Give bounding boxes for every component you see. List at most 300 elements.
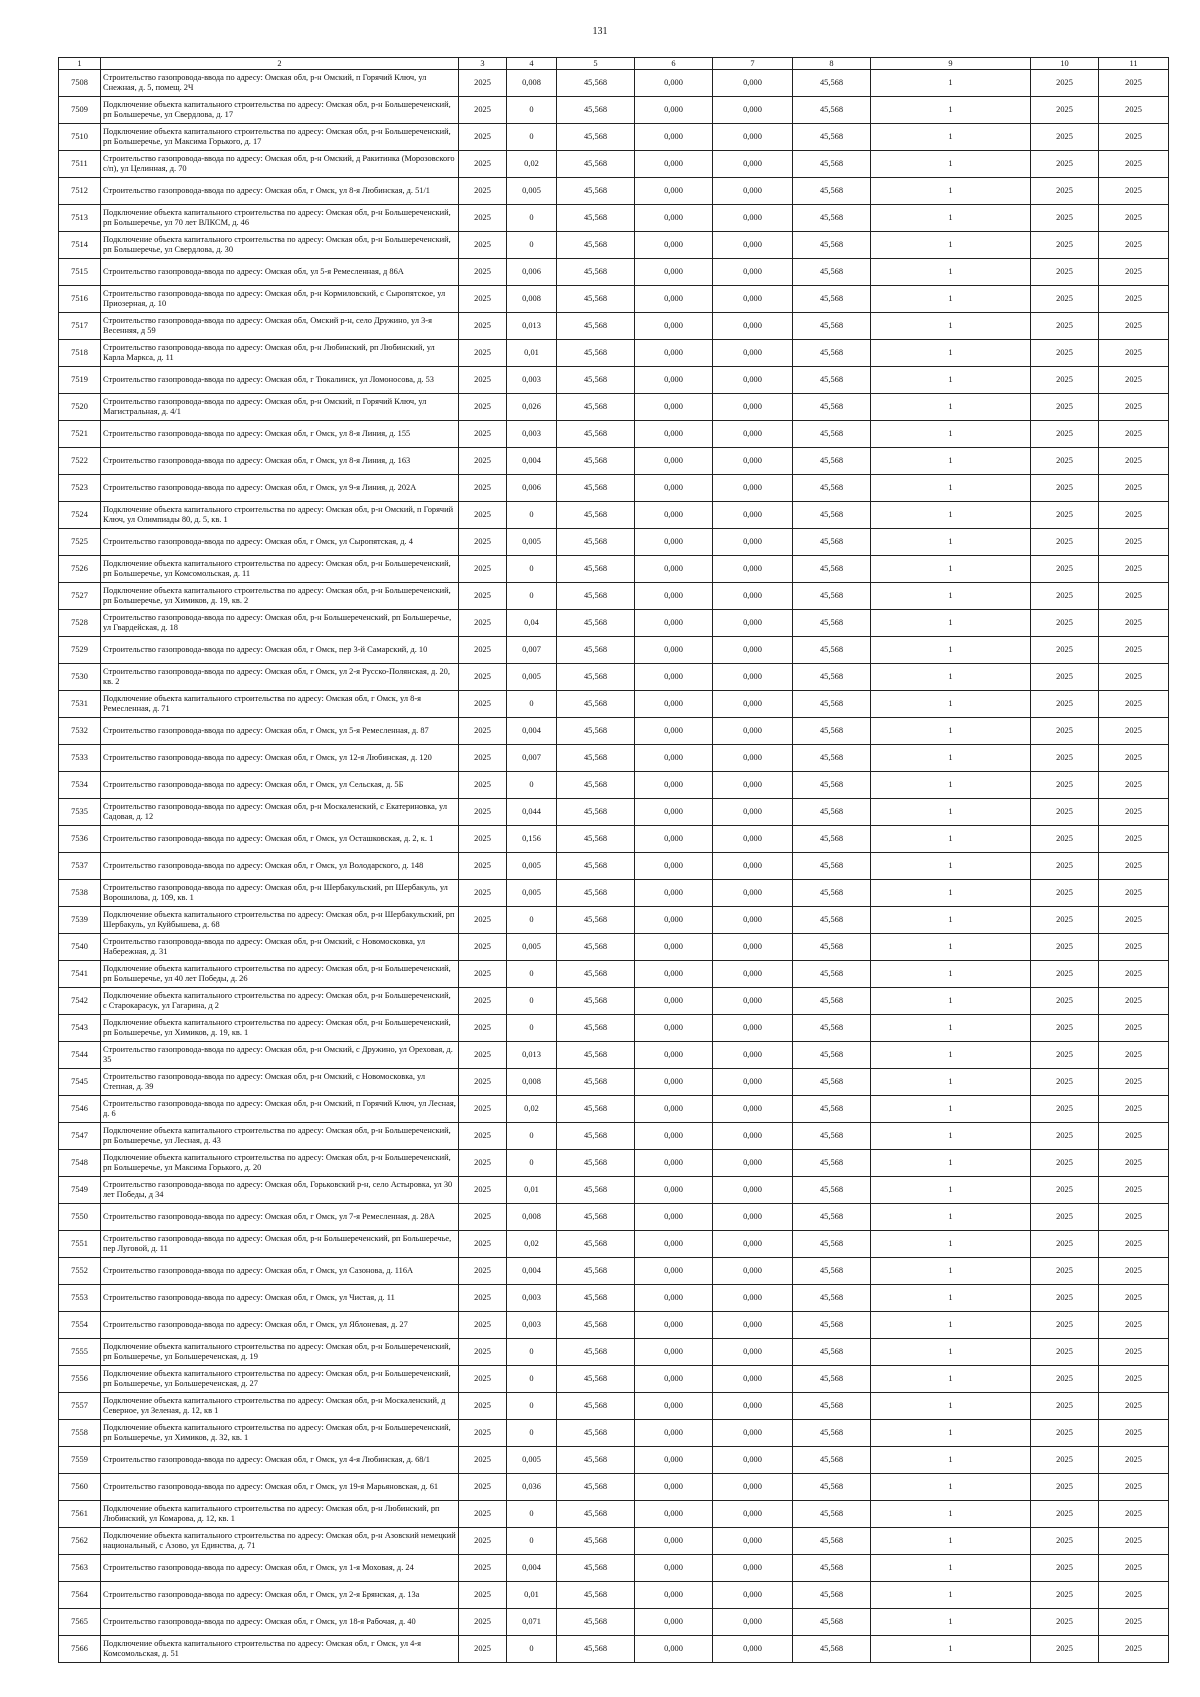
row-start-year: 2025 — [1031, 1636, 1099, 1663]
row-col6: 0,000 — [635, 718, 713, 745]
row-quantity: 1 — [871, 1150, 1031, 1177]
row-total: 45,568 — [793, 961, 871, 988]
row-number: 7554 — [59, 1312, 101, 1339]
row-start-year: 2025 — [1031, 313, 1099, 340]
row-end-year: 2025 — [1099, 1042, 1169, 1069]
row-length: 0,036 — [507, 1474, 557, 1501]
row-start-year: 2025 — [1031, 367, 1099, 394]
row-total: 45,568 — [793, 1285, 871, 1312]
row-quantity: 1 — [871, 1474, 1031, 1501]
row-description: Строительство газопровода-ввода по адресу: Омская обл, р-н Омский, п Горячий Ключ, ул Магистральная, д. 4/1 — [101, 394, 459, 421]
row-col6: 0,000 — [635, 556, 713, 583]
row-cost: 45,568 — [557, 178, 635, 205]
row-end-year: 2025 — [1099, 1123, 1169, 1150]
row-description: Строительство газопровода-ввода по адресу: Омская обл, р-н Большереченский, рп Большеречье, ул Гвардейская, д. 18 — [101, 610, 459, 637]
row-number: 7560 — [59, 1474, 101, 1501]
row-description: Строительство газопровода-ввода по адресу: Омская обл, г Омск, ул Осташковская, д. 2, к. 1 — [101, 826, 459, 853]
row-col7: 0,000 — [713, 178, 793, 205]
row-end-year: 2025 — [1099, 1069, 1169, 1096]
row-col7: 0,000 — [713, 718, 793, 745]
row-length: 0 — [507, 907, 557, 934]
row-col7: 0,000 — [713, 97, 793, 124]
row-description: Строительство газопровода-ввода по адресу: Омская обл, г Омск, ул 1-я Моховая, д. 24 — [101, 1555, 459, 1582]
row-total: 45,568 — [793, 1420, 871, 1447]
row-quantity: 1 — [871, 907, 1031, 934]
table-row — [59, 1501, 1169, 1528]
row-number: 7556 — [59, 1366, 101, 1393]
row-length: 0,005 — [507, 529, 557, 556]
row-cost: 45,568 — [557, 1582, 635, 1609]
row-year: 2025 — [459, 313, 507, 340]
row-start-year: 2025 — [1031, 205, 1099, 232]
row-cost: 45,568 — [557, 1177, 635, 1204]
row-start-year: 2025 — [1031, 745, 1099, 772]
row-length: 0 — [507, 988, 557, 1015]
row-year: 2025 — [459, 1258, 507, 1285]
row-number: 7565 — [59, 1609, 101, 1636]
row-number: 7516 — [59, 286, 101, 313]
row-description: Подключение объекта капитального строительства по адресу: Омская обл, р-н Азовский немецкий национальный, с Азово, ул Единства, д. 71 — [101, 1528, 459, 1555]
row-length: 0 — [507, 502, 557, 529]
row-cost: 45,568 — [557, 448, 635, 475]
row-year: 2025 — [459, 637, 507, 664]
row-cost: 45,568 — [557, 934, 635, 961]
row-description: Строительство газопровода-ввода по адресу: Омская обл, р-н Москаленский, с Екатериновка, ул Садовая, д. 12 — [101, 799, 459, 826]
row-length: 0,02 — [507, 1096, 557, 1123]
row-description: Строительство газопровода-ввода по адресу: Омская обл, г Омск, ул 12-я Любинская, д. 120 — [101, 745, 459, 772]
row-year: 2025 — [459, 1636, 507, 1663]
row-year: 2025 — [459, 772, 507, 799]
row-length: 0 — [507, 556, 557, 583]
row-col7: 0,000 — [713, 1258, 793, 1285]
row-cost: 45,568 — [557, 367, 635, 394]
row-year: 2025 — [459, 259, 507, 286]
row-start-year: 2025 — [1031, 961, 1099, 988]
row-length: 0,005 — [507, 664, 557, 691]
row-length: 0,004 — [507, 718, 557, 745]
row-description: Подключение объекта капитального строительства по адресу: Омская обл, р-н Любинский, рп Любинский, ул Комарова, д. 12, кв. 1 — [101, 1501, 459, 1528]
row-end-year: 2025 — [1099, 1285, 1169, 1312]
row-end-year: 2025 — [1099, 880, 1169, 907]
row-col7: 0,000 — [713, 934, 793, 961]
row-description: Строительство газопровода-ввода по адресу: Омская обл, г Омск, ул 8-я Любинская, д. 51/1 — [101, 178, 459, 205]
row-col6: 0,000 — [635, 448, 713, 475]
row-col6: 0,000 — [635, 1366, 713, 1393]
table-row — [59, 1069, 1169, 1096]
row-description: Строительство газопровода-ввода по адресу: Омская обл, г Омск, ул 5-я Ремесленная, д. 87 — [101, 718, 459, 745]
row-length: 0 — [507, 691, 557, 718]
row-col6: 0,000 — [635, 1123, 713, 1150]
row-total: 45,568 — [793, 610, 871, 637]
row-year: 2025 — [459, 1204, 507, 1231]
row-cost: 45,568 — [557, 151, 635, 178]
row-year: 2025 — [459, 1231, 507, 1258]
row-description: Подключение объекта капитального строительства по адресу: Омская обл, р-н Большереченский, рп Большеречье, ул Химиков, д. 32, кв. 1 — [101, 1420, 459, 1447]
row-cost: 45,568 — [557, 610, 635, 637]
row-length: 0,01 — [507, 340, 557, 367]
row-total: 45,568 — [793, 988, 871, 1015]
row-cost: 45,568 — [557, 907, 635, 934]
row-col6: 0,000 — [635, 1231, 713, 1258]
row-total: 45,568 — [793, 475, 871, 502]
table-row — [59, 178, 1169, 205]
row-start-year: 2025 — [1031, 151, 1099, 178]
row-total: 45,568 — [793, 1609, 871, 1636]
row-description: Подключение объекта капитального строительства по адресу: Омская обл, р-н Большереченский, рп Большеречье, ул Комсомольская, д. 11 — [101, 556, 459, 583]
row-col7: 0,000 — [713, 1366, 793, 1393]
row-number: 7518 — [59, 340, 101, 367]
row-start-year: 2025 — [1031, 1204, 1099, 1231]
row-end-year: 2025 — [1099, 934, 1169, 961]
row-col7: 0,000 — [713, 1096, 793, 1123]
row-start-year: 2025 — [1031, 988, 1099, 1015]
row-year: 2025 — [459, 394, 507, 421]
table-row — [59, 1150, 1169, 1177]
row-quantity: 1 — [871, 475, 1031, 502]
row-length: 0,02 — [507, 151, 557, 178]
row-col7: 0,000 — [713, 151, 793, 178]
row-length: 0,005 — [507, 934, 557, 961]
row-col6: 0,000 — [635, 151, 713, 178]
row-total: 45,568 — [793, 664, 871, 691]
row-col6: 0,000 — [635, 1555, 713, 1582]
row-number: 7533 — [59, 745, 101, 772]
row-description: Подключение объекта капитального строительства по адресу: Омская обл, г Омск, ул 8-я Ремесленная, д. 71 — [101, 691, 459, 718]
row-end-year: 2025 — [1099, 718, 1169, 745]
row-end-year: 2025 — [1099, 124, 1169, 151]
row-col6: 0,000 — [635, 1042, 713, 1069]
table-row — [59, 70, 1169, 97]
row-quantity: 1 — [871, 1420, 1031, 1447]
row-total: 45,568 — [793, 205, 871, 232]
row-year: 2025 — [459, 1015, 507, 1042]
row-number: 7532 — [59, 718, 101, 745]
row-end-year: 2025 — [1099, 502, 1169, 529]
row-year: 2025 — [459, 124, 507, 151]
row-description: Строительство газопровода-ввода по адресу: Омская обл, г Омск, ул Чистая, д. 11 — [101, 1285, 459, 1312]
row-start-year: 2025 — [1031, 1231, 1099, 1258]
row-year: 2025 — [459, 1069, 507, 1096]
row-cost: 45,568 — [557, 799, 635, 826]
table-row — [59, 313, 1169, 340]
row-cost: 45,568 — [557, 880, 635, 907]
row-year: 2025 — [459, 934, 507, 961]
row-cost: 45,568 — [557, 1258, 635, 1285]
row-description: Строительство газопровода-ввода по адресу: Омская обл, г Омск, ул Володарского, д. 148 — [101, 853, 459, 880]
row-cost: 45,568 — [557, 853, 635, 880]
row-description: Строительство газопровода-ввода по адресу: Омская обл, г Омск, ул 2-я Брянская, д. 13а — [101, 1582, 459, 1609]
table-row — [59, 475, 1169, 502]
row-description: Строительство газопровода-ввода по адресу: Омская обл, г Омск, ул Сазонова, д. 116А — [101, 1258, 459, 1285]
row-description: Подключение объекта капитального строительства по адресу: Омская обл, р-н Большереченский, рп Большеречье, ул Максима Горького, д. 17 — [101, 124, 459, 151]
row-total: 45,568 — [793, 691, 871, 718]
row-end-year: 2025 — [1099, 853, 1169, 880]
row-total: 45,568 — [793, 421, 871, 448]
row-end-year: 2025 — [1099, 772, 1169, 799]
row-length: 0,008 — [507, 1204, 557, 1231]
row-quantity: 1 — [871, 1582, 1031, 1609]
row-number: 7509 — [59, 97, 101, 124]
row-col6: 0,000 — [635, 502, 713, 529]
row-col7: 0,000 — [713, 556, 793, 583]
row-col6: 0,000 — [635, 286, 713, 313]
row-year: 2025 — [459, 529, 507, 556]
row-start-year: 2025 — [1031, 907, 1099, 934]
row-length: 0,044 — [507, 799, 557, 826]
row-end-year: 2025 — [1099, 1204, 1169, 1231]
table-row — [59, 286, 1169, 313]
row-start-year: 2025 — [1031, 826, 1099, 853]
row-col7: 0,000 — [713, 1204, 793, 1231]
row-total: 45,568 — [793, 637, 871, 664]
row-start-year: 2025 — [1031, 637, 1099, 664]
row-year: 2025 — [459, 1339, 507, 1366]
table-row — [59, 1258, 1169, 1285]
row-end-year: 2025 — [1099, 259, 1169, 286]
row-end-year: 2025 — [1099, 1555, 1169, 1582]
row-cost: 45,568 — [557, 1447, 635, 1474]
row-col6: 0,000 — [635, 1609, 713, 1636]
row-start-year: 2025 — [1031, 1096, 1099, 1123]
row-end-year: 2025 — [1099, 1231, 1169, 1258]
row-length: 0 — [507, 1123, 557, 1150]
row-end-year: 2025 — [1099, 151, 1169, 178]
row-cost: 45,568 — [557, 475, 635, 502]
row-length: 0 — [507, 1339, 557, 1366]
row-end-year: 2025 — [1099, 556, 1169, 583]
table-row — [59, 772, 1169, 799]
row-col7: 0,000 — [713, 853, 793, 880]
row-length: 0,01 — [507, 1177, 557, 1204]
row-length: 0,04 — [507, 610, 557, 637]
row-cost: 45,568 — [557, 232, 635, 259]
row-cost: 45,568 — [557, 664, 635, 691]
row-total: 45,568 — [793, 1339, 871, 1366]
row-cost: 45,568 — [557, 394, 635, 421]
row-number: 7538 — [59, 880, 101, 907]
row-quantity: 1 — [871, 1393, 1031, 1420]
row-length: 0 — [507, 583, 557, 610]
row-total: 45,568 — [793, 718, 871, 745]
row-quantity: 1 — [871, 1015, 1031, 1042]
row-year: 2025 — [459, 205, 507, 232]
row-description: Подключение объекта капитального строительства по адресу: Омская обл, р-н Большереченский, рп Большеречье, ул Свердлова, д. 30 — [101, 232, 459, 259]
row-cost: 45,568 — [557, 1555, 635, 1582]
row-col6: 0,000 — [635, 1015, 713, 1042]
column-number: 11 — [1099, 58, 1169, 70]
row-col6: 0,000 — [635, 880, 713, 907]
row-end-year: 2025 — [1099, 1312, 1169, 1339]
row-start-year: 2025 — [1031, 502, 1099, 529]
row-description: Строительство газопровода-ввода по адресу: Омская обл, г Тюкалинск, ул Ломоносова, д. 53 — [101, 367, 459, 394]
row-cost: 45,568 — [557, 205, 635, 232]
row-end-year: 2025 — [1099, 907, 1169, 934]
table-row — [59, 97, 1169, 124]
table-row — [59, 988, 1169, 1015]
table-row — [59, 259, 1169, 286]
row-col7: 0,000 — [713, 448, 793, 475]
table-row — [59, 637, 1169, 664]
row-col7: 0,000 — [713, 1528, 793, 1555]
row-end-year: 2025 — [1099, 1609, 1169, 1636]
row-description: Подключение объекта капитального строительства по адресу: Омская обл, р-н Москаленский, д Северное, ул Зеленая, д. 12, кв 1 — [101, 1393, 459, 1420]
row-description: Строительство газопровода-ввода по адресу: Омская обл, г Омск, ул 19-я Марьяновская, д. 61 — [101, 1474, 459, 1501]
row-quantity: 1 — [871, 664, 1031, 691]
row-description: Строительство газопровода-ввода по адресу: Омская обл, р-н Большереченский, рп Большеречье, пер Луговой, д. 11 — [101, 1231, 459, 1258]
row-start-year: 2025 — [1031, 772, 1099, 799]
row-description: Подключение объекта капитального строительства по адресу: Омская обл, р-н Большереченский, рп Большеречье, ул 70 лет ВЛКСМ, д. 46 — [101, 205, 459, 232]
table-row — [59, 1555, 1169, 1582]
row-quantity: 1 — [871, 1042, 1031, 1069]
row-end-year: 2025 — [1099, 664, 1169, 691]
row-col7: 0,000 — [713, 1555, 793, 1582]
row-total: 45,568 — [793, 1393, 871, 1420]
row-col7: 0,000 — [713, 259, 793, 286]
row-col7: 0,000 — [713, 1393, 793, 1420]
row-col7: 0,000 — [713, 664, 793, 691]
row-end-year: 2025 — [1099, 421, 1169, 448]
row-end-year: 2025 — [1099, 1582, 1169, 1609]
row-total: 45,568 — [793, 232, 871, 259]
row-end-year: 2025 — [1099, 637, 1169, 664]
row-cost: 45,568 — [557, 1312, 635, 1339]
row-col6: 0,000 — [635, 124, 713, 151]
row-total: 45,568 — [793, 880, 871, 907]
row-total: 45,568 — [793, 1231, 871, 1258]
row-quantity: 1 — [871, 691, 1031, 718]
row-number: 7548 — [59, 1150, 101, 1177]
row-quantity: 1 — [871, 1285, 1031, 1312]
row-year: 2025 — [459, 178, 507, 205]
row-year: 2025 — [459, 1501, 507, 1528]
row-start-year: 2025 — [1031, 799, 1099, 826]
row-col7: 0,000 — [713, 502, 793, 529]
row-col6: 0,000 — [635, 826, 713, 853]
row-year: 2025 — [459, 961, 507, 988]
row-col6: 0,000 — [635, 259, 713, 286]
row-col6: 0,000 — [635, 1528, 713, 1555]
row-length: 0 — [507, 1528, 557, 1555]
row-quantity: 1 — [871, 637, 1031, 664]
row-col6: 0,000 — [635, 1636, 713, 1663]
row-quantity: 1 — [871, 1069, 1031, 1096]
row-length: 0,003 — [507, 421, 557, 448]
row-total: 45,568 — [793, 772, 871, 799]
row-quantity: 1 — [871, 1123, 1031, 1150]
row-quantity: 1 — [871, 1501, 1031, 1528]
row-number: 7523 — [59, 475, 101, 502]
row-quantity: 1 — [871, 880, 1031, 907]
row-col7: 0,000 — [713, 691, 793, 718]
row-year: 2025 — [459, 988, 507, 1015]
row-col7: 0,000 — [713, 826, 793, 853]
row-col7: 0,000 — [713, 232, 793, 259]
row-cost: 45,568 — [557, 313, 635, 340]
row-col6: 0,000 — [635, 583, 713, 610]
row-description: Подключение объекта капитального строительства по адресу: Омская обл, р-н Большереченский, рп Большеречье, ул Химиков, д. 19, кв. 1 — [101, 1015, 459, 1042]
row-cost: 45,568 — [557, 1393, 635, 1420]
row-start-year: 2025 — [1031, 934, 1099, 961]
row-cost: 45,568 — [557, 637, 635, 664]
row-start-year: 2025 — [1031, 1393, 1099, 1420]
column-number: 5 — [557, 58, 635, 70]
row-total: 45,568 — [793, 1528, 871, 1555]
row-year: 2025 — [459, 691, 507, 718]
row-year: 2025 — [459, 664, 507, 691]
row-length: 0 — [507, 961, 557, 988]
table-row — [59, 1420, 1169, 1447]
column-number: 6 — [635, 58, 713, 70]
row-quantity: 1 — [871, 448, 1031, 475]
row-col7: 0,000 — [713, 880, 793, 907]
table-row — [59, 934, 1169, 961]
row-quantity: 1 — [871, 745, 1031, 772]
row-quantity: 1 — [871, 232, 1031, 259]
row-total: 45,568 — [793, 1258, 871, 1285]
row-number: 7526 — [59, 556, 101, 583]
row-end-year: 2025 — [1099, 1015, 1169, 1042]
table-row — [59, 1366, 1169, 1393]
row-start-year: 2025 — [1031, 340, 1099, 367]
row-total: 45,568 — [793, 1123, 871, 1150]
row-length: 0 — [507, 232, 557, 259]
row-cost: 45,568 — [557, 421, 635, 448]
table-row — [59, 1123, 1169, 1150]
row-description: Подключение объекта капитального строительства по адресу: Омская обл, р-н Большереченский, рп Большеречье, ул Большереченская, д. 19 — [101, 1339, 459, 1366]
row-quantity: 1 — [871, 610, 1031, 637]
row-end-year: 2025 — [1099, 1393, 1169, 1420]
row-year: 2025 — [459, 232, 507, 259]
column-number: 8 — [793, 58, 871, 70]
row-cost: 45,568 — [557, 1501, 635, 1528]
table-row — [59, 610, 1169, 637]
row-length: 0,026 — [507, 394, 557, 421]
row-start-year: 2025 — [1031, 259, 1099, 286]
row-cost: 45,568 — [557, 1636, 635, 1663]
table-row — [59, 1474, 1169, 1501]
row-col7: 0,000 — [713, 421, 793, 448]
row-col7: 0,000 — [713, 1042, 793, 1069]
row-col6: 0,000 — [635, 1204, 713, 1231]
row-number: 7519 — [59, 367, 101, 394]
row-description: Подключение объекта капитального строительства по адресу: Омская обл, р-н Большереченский, рп Большеречье, ул Максима Горького, д. 20 — [101, 1150, 459, 1177]
row-col6: 0,000 — [635, 1312, 713, 1339]
row-total: 45,568 — [793, 1096, 871, 1123]
row-quantity: 1 — [871, 556, 1031, 583]
row-col6: 0,000 — [635, 1069, 713, 1096]
row-col7: 0,000 — [713, 583, 793, 610]
row-description: Строительство газопровода-ввода по адресу: Омская обл, р-н Омский, п Горячий Ключ, ул Лесная, д. 6 — [101, 1096, 459, 1123]
row-col6: 0,000 — [635, 1258, 713, 1285]
row-quantity: 1 — [871, 1366, 1031, 1393]
row-description: Подключение объекта капитального строительства по адресу: Омская обл, р-н Шербакульский, рп Шербакуль, ул Куйбышева, д. 68 — [101, 907, 459, 934]
row-start-year: 2025 — [1031, 1339, 1099, 1366]
row-description: Строительство газопровода-ввода по адресу: Омская обл, г Омск, ул Сыропятская, д. 4 — [101, 529, 459, 556]
row-start-year: 2025 — [1031, 1474, 1099, 1501]
row-start-year: 2025 — [1031, 1609, 1099, 1636]
row-quantity: 1 — [871, 1636, 1031, 1663]
row-quantity: 1 — [871, 1231, 1031, 1258]
row-description: Подключение объекта капитального строительства по адресу: Омская обл, р-н Большереченский, рп Большеречье, ул 40 лет Победы, д. 26 — [101, 961, 459, 988]
row-quantity: 1 — [871, 718, 1031, 745]
row-col6: 0,000 — [635, 340, 713, 367]
row-start-year: 2025 — [1031, 556, 1099, 583]
row-col7: 0,000 — [713, 1582, 793, 1609]
row-year: 2025 — [459, 907, 507, 934]
row-quantity: 1 — [871, 1177, 1031, 1204]
row-length: 0,005 — [507, 1447, 557, 1474]
row-col6: 0,000 — [635, 1285, 713, 1312]
